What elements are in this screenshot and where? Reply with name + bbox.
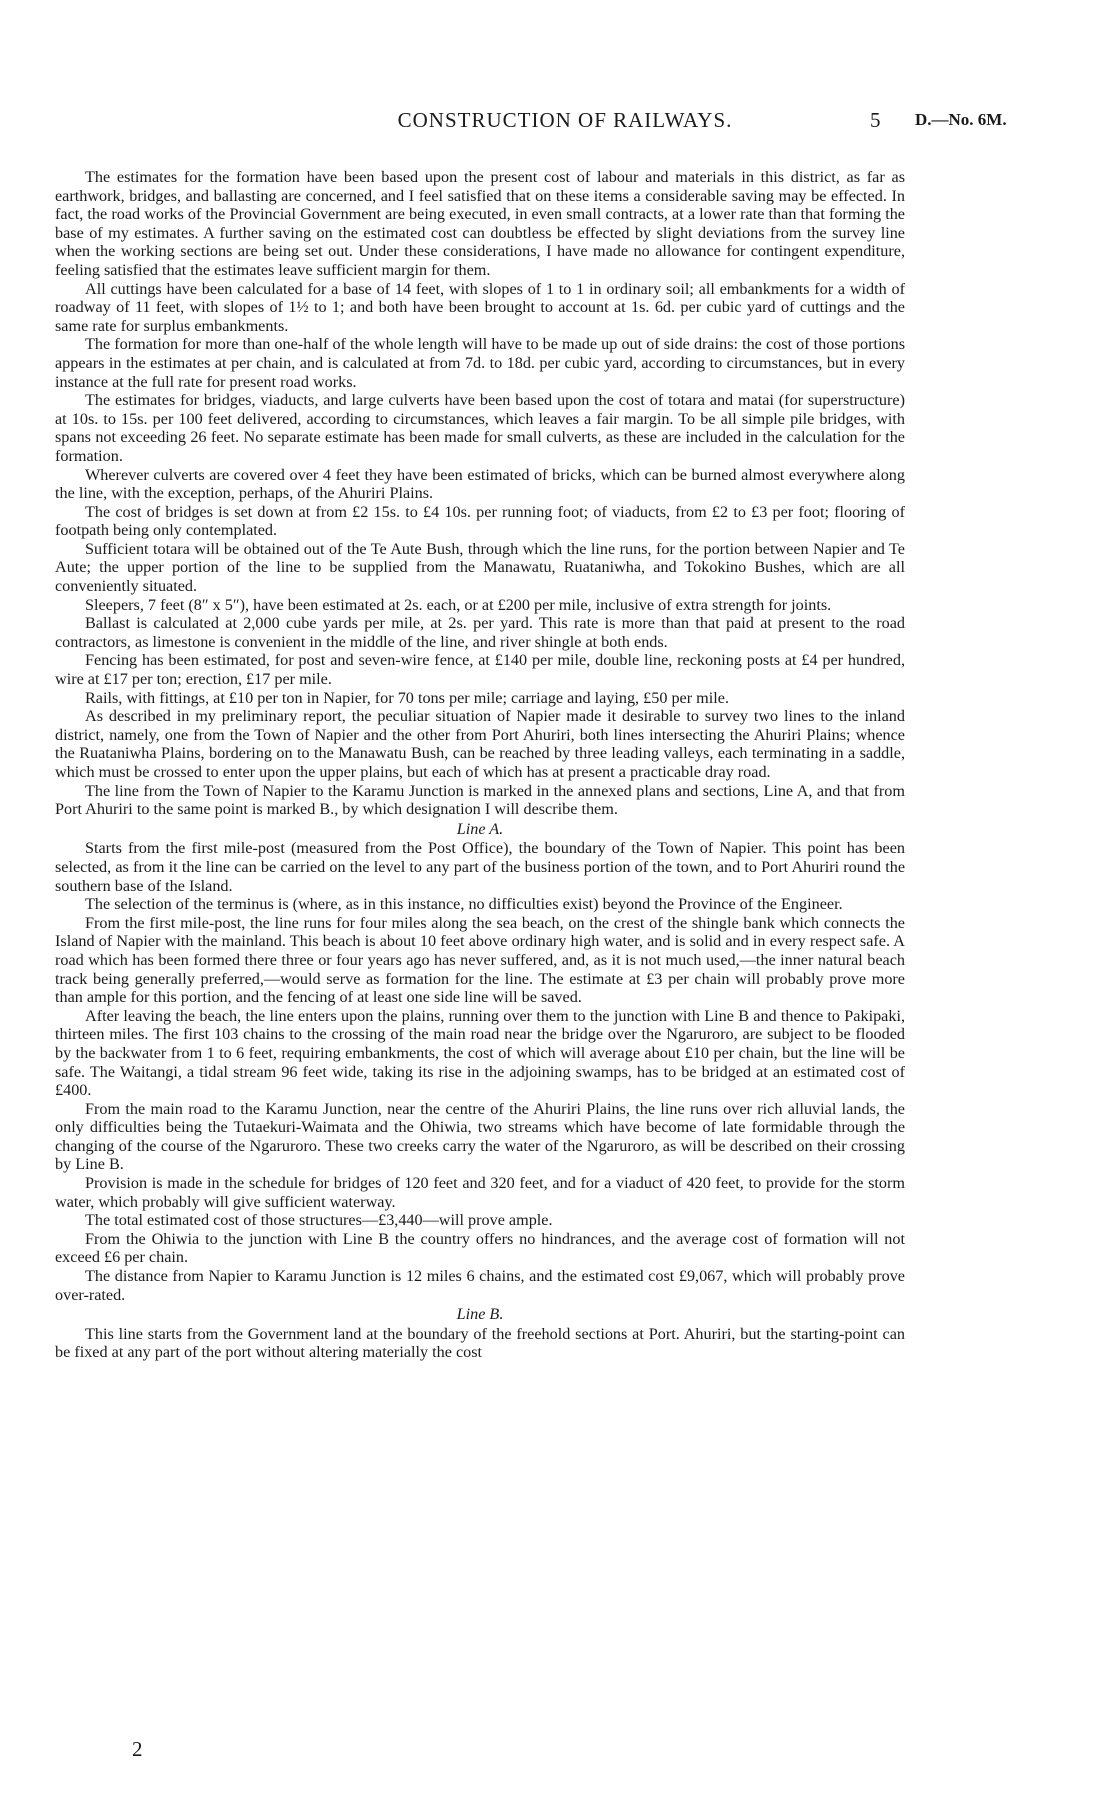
paragraph: This line starts from the Government land at the boundary of the freehold sections at Port. Ahuriri, but the starting-point can be fixed at any part of the port without altering materially the cost: [55, 1324, 905, 1362]
paragraph: Ballast is calculated at 2,000 cube yards per mile, at 2s. per yard. This rate is more than that paid at present to the road contractors, as limestone is convenient in the middle of the line, and river shingle at both ends.: [55, 614, 905, 651]
paragraph: The estimates for the formation have been based upon the present cost of labour and materials in this district, as far as earthwork, bridges, and ballasting are concerned, and I feel satisfied that on these items a considerable saving may be effected. In fact, the road works of the Provincial Government are being executed, in even small contracts, at a lower rate than that forming the base of my estimates. A further saving on the estimated cost can doubtless be effected by slight deviations from the survey line when the working sections are being set out. Under these considerations, I have made no allowance for contingent expenditure, feeling satisfied that the estimates leave sufficient margin for them.: [55, 168, 905, 279]
body-text: [55, 168, 905, 1362]
paragraph: The cost of bridges is set down at from £2 15s. to £4 10s. per running foot; of viaducts, from £2 to £3 per foot; flooring of footpath being only contemplated.: [55, 502, 905, 540]
paragraph: Provision is made in the schedule for bridges of 120 feet and 320 feet, and for a viaduct of 420 feet, to provide for the storm water, which probably will give sufficient waterway.: [55, 1174, 905, 1211]
document-reference: D.—No. 6M.: [915, 110, 1007, 129]
paragraph: All cuttings have been calculated for a base of 14 feet, with slopes of 1 to 1 in ordinary soil; all embankments for a width of roadway of 11 feet, with slopes of 1½ to 1; and both have been brought to account at 1s. 6d. per cubic yard of cuttings and the same rate for surplus embankments.: [55, 279, 905, 335]
paragraph: The selection of the terminus is (where, as in this instance, no difficulties exist) beyond the Province of the Engineer.: [85, 895, 843, 914]
paragraph: The estimates for bridges, viaducts, and large culverts have been based upon the cost of totara and matai (for superstructure) at 10s. to 15s. per 100 feet delivered, according to circumstances, which leaves a fair margin. To be all simple pile bridges, with spans not exceeding 26 feet. No separate estimate has been made for small culverts, as these are included in the calculation for the formation.: [55, 391, 905, 465]
section-heading-line-a: Line A.: [456, 819, 504, 838]
paragraph: Wherever culverts are covered over 4 feet they have been estimated of bricks, which can be burned almost everywhere along the line, with the exception, perhaps, of the Ahuriri Plains.: [55, 465, 905, 503]
paragraph: As described in my preliminary report, the peculiar situation of Napier made it desirable to survey two lines to the inland district, namely, one from the Town of Napier and the other from Port Ahuriri, both lines intersecting the Ahuriri Plains; whence the Ruataniwha Plains, bordering on to the Manawatu Bush, can be reached by three leading valleys, each terminating in a saddle, which must be crossed to enter upon the upper plains, but each of which has at present a practicable dray road.: [55, 707, 905, 781]
paragraph: The formation for more than one-half of the whole length will have to be made up out of side drains: the cost of those portions appears in the estimates at per chain, and is calculated at from 7d. to 18d. per cubic yard, according to circumstances, but in every instance at the full rate for present road works.: [55, 335, 905, 391]
paragraph: From the Ohiwia to the junction with Line B the country offers no hindrances, and the average cost of formation will not exceed £6 per chain.: [55, 1229, 905, 1267]
signature-mark: 2: [132, 1737, 143, 1761]
page-header: [55, 108, 1075, 138]
paragraph: Fencing has been estimated, for post and seven-wire fence, at £140 per mile, double line, reckoning posts at £4 per hundred, wire at £17 per ton; erection, £17 per mile.: [55, 651, 905, 689]
paragraph: The total estimated cost of those structures—£3,440—will prove ample.: [85, 1211, 553, 1230]
paragraph: Starts from the first mile-post (measured from the Post Office), the boundary of the Town of Napier. This point has been selected, as from it the line can be carried on the level to any part of the business portion of the town, and to Port Ahuriri round the southern base of the Island.: [55, 839, 905, 895]
page-number: 5: [870, 108, 881, 132]
paragraph: The distance from Napier to Karamu Junction is 12 miles 6 chains, and the estimated cost £9,067, which will probably prove over-rated.: [55, 1267, 905, 1304]
paragraph: Sufficient totara will be obtained out of the Te Aute Bush, through which the line runs, for the portion between Napier and Te Aute; the upper portion of the line to be supplied from the Manawatu, Ruataniwha, and Tokokino Bushes, which are all conveniently situated.: [55, 539, 905, 596]
paragraph: From the main road to the Karamu Junction, near the centre of the Ahuriri Plains, the line runs over rich alluvial lands, the only difficulties being the Tutaekuri-Waimata and the Ohiwia, two streams which have become of late formidable through the changing of the course of the Ngaruroro. These two creeks carry the water of the Ngaruroro, as will be described on their crossing by Line B.: [55, 1099, 905, 1174]
paragraph: From the first mile-post, the line runs for four miles along the sea beach, on the crest of the shingle bank which connects the Island of Napier with the mainland. This beach is about 10 feet above ordinary high water, and is solid and in every respect safe. A road which has been formed there three or four years ago has never suffered, and, as it is not much used,—the inner natural beach track being generally preferred,—would serve as formation for the line. The estimate at £3 per chain will probably prove more than ample for this portion, and the fencing of at least one side line will be saved.: [55, 913, 905, 1007]
paragraph: Rails, with fittings, at £10 per ton in Napier, for 70 tons per mile; carriage and laying, £50 per mile.: [85, 688, 729, 707]
running-title: CONSTRUCTION OF RAILWAYS.: [397, 108, 733, 132]
paragraph: Sleepers, 7 feet (8″ x 5″), have been estimated at 2s. each, or at £200 per mile, inclusive of extra strength for joints.: [85, 595, 832, 614]
section-heading-line-b: Line B.: [456, 1305, 504, 1324]
paragraph: After leaving the beach, the line enters upon the plains, running over them to the junction with Line B and thence to Pakipaki, thirteen miles. The first 103 chains to the crossing of the main road near the bridge over the Ngaruroro, are subject to be flooded by the backwater from 1 to 6 feet, requiring embankments, the cost of which will average about £10 per chain, but the line will be safe. The Waitangi, a tidal stream 96 feet wide, taking its rise in the adjoining swamps, has to be bridged at an estimated cost of £400.: [55, 1006, 905, 1100]
paragraph: The line from the Town of Napier to the Karamu Junction is marked in the annexed plans and sections, Line A, and that from Port Ahuriri to the same point is marked B., by which designation I will describe them.: [55, 781, 905, 819]
